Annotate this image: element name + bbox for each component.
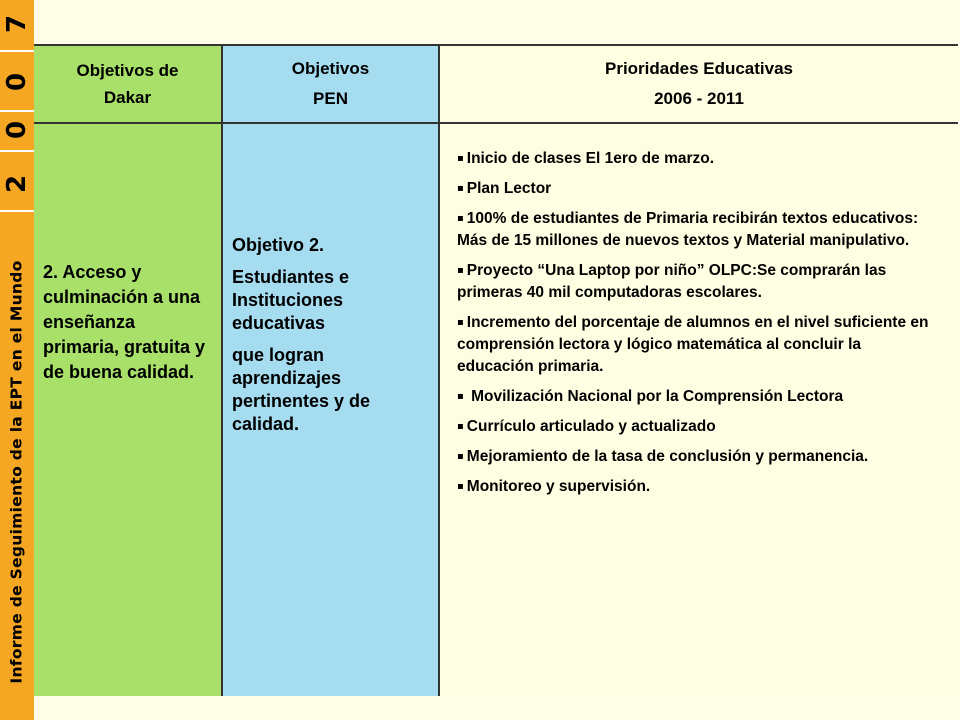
pen-objective-text: que logran aprendizajes pertinentes y de calidad. [232, 345, 371, 434]
dakar-objective-text: 2. Acceso y culminación a una enseñanza primaria, gratuita y de buena calidad. [43, 262, 206, 382]
year-digit: 0 [2, 72, 32, 92]
year-digit: 0 [2, 120, 32, 140]
pen-objective-cell [223, 124, 440, 696]
bullet-icon: ▪ [457, 213, 464, 224]
pen-objective-text: Estudiantes e Instituciones educativas [232, 267, 350, 333]
bullet-icon: ▪ [457, 481, 464, 492]
header-pen: Objetivos PEN [223, 46, 440, 124]
bullet-icon: ▪ [457, 153, 464, 164]
year-digit: 7 [2, 14, 32, 34]
list-item: ▪ Mejoramiento de la tasa de conclusión y permanencia. [457, 448, 869, 465]
bullet-icon: ▪ [457, 421, 464, 432]
list-item: ▪ Incremento del porcentaje de alumnos en el nivel suficiente en comprensión lectora y lógico matemática al concluir la educación primaria. [457, 314, 929, 375]
bullet-icon: ▪ [457, 391, 464, 402]
bullet-icon: ▪ [457, 183, 464, 194]
sidebar-title: Informe de Seguimiento de la EPT en el Mundo [8, 260, 26, 684]
list-item: ▪ Currículo articulado y actualizado [457, 418, 716, 435]
divider [0, 50, 34, 52]
year-digit: 2 [2, 174, 32, 194]
list-item: ▪ Monitoreo y supervisión. [457, 478, 651, 495]
list-item: ▪ Plan Lector [457, 180, 552, 197]
list-item: ▪ 100% de estudiantes de Primaria recibirán textos educativos: Más de 15 millones de nuevos textos y Material manipulativo. [457, 210, 919, 249]
year-block [0, 0, 34, 226]
bullet-icon: ▪ [457, 317, 464, 328]
header-priorities: Prioridades Educativas 2006 - 2011 [440, 46, 958, 124]
header-dakar: Objetivos de Dakar [34, 46, 223, 124]
dakar-objective-cell [34, 124, 223, 696]
divider [0, 210, 34, 212]
bullet-icon: ▪ [457, 451, 464, 462]
sidebar-band [0, 0, 34, 720]
list-item: ▪ Inicio de clases El 1ero de marzo. [457, 150, 715, 167]
pen-objective-title: Objetivo 2. [232, 235, 325, 255]
bullet-icon: ▪ [457, 265, 464, 276]
list-item: ▪ Movilización Nacional por la Comprensión Lectora [457, 388, 844, 405]
objectives-table [34, 44, 958, 694]
divider [0, 150, 34, 152]
priorities-cell [440, 124, 958, 696]
list-item: ▪ Proyecto “Una Laptop por niño” OLPC:Se comprarán las primeras 40 mil computadoras escolares. [457, 262, 887, 301]
